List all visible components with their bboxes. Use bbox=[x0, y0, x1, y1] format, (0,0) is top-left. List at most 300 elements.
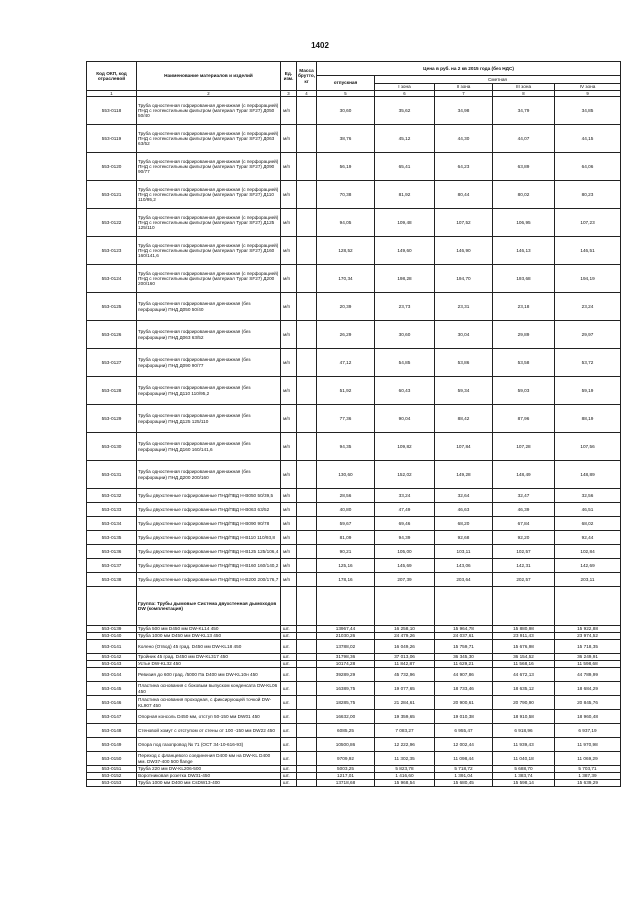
cell-unit: м/п bbox=[281, 97, 297, 125]
cell-release-price: 38,76 bbox=[317, 125, 375, 153]
cell-code: 553-0127 bbox=[87, 349, 137, 377]
cell-zone-2-price: 107,84 bbox=[435, 433, 493, 461]
cell-zone-3-price: 44 672,13 bbox=[493, 668, 555, 682]
cell-release-price: 59,67 bbox=[317, 517, 375, 531]
cell-zone-4-price: 53,72 bbox=[555, 349, 621, 377]
cell-zone-2-price: 44,30 bbox=[435, 125, 493, 153]
cell-name: Трубы двухстенные гофрированные ПНД/ПВД Н-В090 90/78 bbox=[137, 517, 281, 531]
cell-zone-3-price: 29,89 bbox=[493, 321, 555, 349]
cell-unit: м/п bbox=[281, 433, 297, 461]
cell-unit: м/п bbox=[281, 573, 297, 587]
cell-unit: шт. bbox=[281, 640, 297, 654]
cell-code: 553-0122 bbox=[87, 209, 137, 237]
cell-mass bbox=[297, 461, 317, 489]
cell-zone-1-price: 94,39 bbox=[375, 531, 435, 545]
cell-zone-3-price: 202,57 bbox=[493, 573, 555, 587]
cell-zone-1-price: 45,12 bbox=[375, 125, 435, 153]
cell-name: Колено (Отвод) 45 град. D450 мм DW-KL18 450 bbox=[137, 640, 281, 654]
cell-zone-1-price: 149,60 bbox=[375, 237, 435, 265]
cell-zone-2-price: 46,63 bbox=[435, 503, 493, 517]
cell-zone-1-price: 65,41 bbox=[375, 153, 435, 181]
cell-code: 553-0123 bbox=[87, 237, 137, 265]
cell-mass bbox=[297, 766, 317, 773]
cell-zone-2-price: 143,06 bbox=[435, 559, 493, 573]
cell-release-price: 40,80 bbox=[317, 503, 375, 517]
cell-zone-3-price: 15 598,14 bbox=[493, 780, 555, 787]
cell-release-price: 26,29 bbox=[317, 321, 375, 349]
cell-zone-3-price: 20 790,90 bbox=[493, 696, 555, 710]
cell-zone-1-price: 21 284,61 bbox=[375, 696, 435, 710]
col-number: 6 bbox=[375, 91, 435, 97]
cell-unit: м/п bbox=[281, 405, 297, 433]
cell-code: 553-0131 bbox=[87, 461, 137, 489]
cell-zone-4-price: 44 789,99 bbox=[555, 668, 621, 682]
cell-zone-2-price: 80,44 bbox=[435, 181, 493, 209]
cell-release-price: 18285,75 bbox=[317, 696, 375, 710]
cell-code: 553-0145 bbox=[87, 682, 137, 696]
col-number: 8 bbox=[493, 91, 555, 97]
cell-zone-4-price: 23 974,52 bbox=[555, 633, 621, 640]
cell-release-price: 20,39 bbox=[317, 293, 375, 321]
table-row bbox=[87, 545, 621, 559]
cell-mass bbox=[297, 682, 317, 696]
cell-code: 553-0141 bbox=[87, 640, 137, 654]
cell-zone-3-price: 18 635,12 bbox=[493, 682, 555, 696]
cell-name: Ревизия до 600 град. /5000 Па D400 мм DW-KL10н 450 bbox=[137, 668, 281, 682]
table-row bbox=[87, 97, 621, 125]
cell-mass bbox=[297, 517, 317, 531]
cell-release-price: 56,19 bbox=[317, 153, 375, 181]
cell-zone-4-price: 15 639,29 bbox=[555, 780, 621, 787]
cell-release-price: 16632,00 bbox=[317, 710, 375, 724]
cell-name: Труба одностенная гофрированная дренажная (без перфорации) ПНД Д200 200/160 bbox=[137, 461, 281, 489]
cell-unit: шт. bbox=[281, 780, 297, 787]
cell-zone-4-price: 107,23 bbox=[555, 209, 621, 237]
table-row bbox=[87, 654, 621, 661]
cell-name: Труба одностенная гофрированная дренажная (с перфорацией) ПНД с геотекстильным фильтром (материал Typar SF27) Д050 50/40 bbox=[137, 97, 281, 125]
cell-code: 553-0134 bbox=[87, 517, 137, 531]
cell-zone-1-price: 7 083,27 bbox=[375, 724, 435, 738]
cell-unit: м/п bbox=[281, 237, 297, 265]
cell-zone-1-price: 47,49 bbox=[375, 503, 435, 517]
cell-name: Опора под газопровод № 71 (ОСТ 34-10-616-93) bbox=[137, 738, 281, 752]
cell-zone-2-price: 53,86 bbox=[435, 349, 493, 377]
table-row bbox=[87, 752, 621, 766]
cell-release-price: 13967,44 bbox=[317, 626, 375, 633]
cell-zone-1-price: 30,60 bbox=[375, 321, 435, 349]
table-row bbox=[87, 433, 621, 461]
cell-zone-3-price: 59,03 bbox=[493, 377, 555, 405]
group-title: Группа: Трубы дымовые Система двухстенная дымоходов DW (комплектация) bbox=[137, 587, 281, 626]
cell-zone-2-price: 11 098,44 bbox=[435, 752, 493, 766]
cell-unit: шт. bbox=[281, 654, 297, 661]
cell-zone-2-price: 1 391,04 bbox=[435, 773, 493, 780]
cell-name: Трубы двухстенные гофрированные ПНД/ПВД Н-В160 160/140,2 bbox=[137, 559, 281, 573]
table-row bbox=[87, 489, 621, 503]
cell-zone-2-price: 68,20 bbox=[435, 517, 493, 531]
cell-zone-3-price: 106,95 bbox=[493, 209, 555, 237]
cell-zone-2-price: 64,23 bbox=[435, 153, 493, 181]
cell-code: 553-0136 bbox=[87, 545, 137, 559]
cell-zone-1-price bbox=[375, 587, 435, 626]
cell-zone-4-price: 20 845,76 bbox=[555, 696, 621, 710]
cell-zone-1-price: 1 416,60 bbox=[375, 773, 435, 780]
cell-zone-2-price: 30,04 bbox=[435, 321, 493, 349]
cell-zone-3-price: 32,47 bbox=[493, 489, 555, 503]
cell-unit: шт. bbox=[281, 633, 297, 640]
cell-zone-2-price: 44 907,86 bbox=[435, 668, 493, 682]
cell-mass bbox=[297, 321, 317, 349]
cell-mass bbox=[297, 125, 317, 153]
cell-release-price: 47,12 bbox=[317, 349, 375, 377]
cell-zone-4-price: 59,19 bbox=[555, 377, 621, 405]
cell-code: 553-0148 bbox=[87, 724, 137, 738]
cell-zone-2-price: 19 010,38 bbox=[435, 710, 493, 724]
cell-name: Переход с фланцевого соединения D400 мм на DW-KL D400 мм. DW37-400 500 flange bbox=[137, 752, 281, 766]
cell-zone-1-price: 109,82 bbox=[375, 433, 435, 461]
cell-unit bbox=[281, 587, 297, 626]
cell-name: Труба 1000 мм D400 мм CsDW13-400 bbox=[137, 780, 281, 787]
cell-zone-3-price: 92,20 bbox=[493, 531, 555, 545]
cell-unit: шт. bbox=[281, 752, 297, 766]
cell-zone-3-price: 63,89 bbox=[493, 153, 555, 181]
cell-code: 553-0150 bbox=[87, 752, 137, 766]
cell-unit: шт. bbox=[281, 710, 297, 724]
table-row bbox=[87, 573, 621, 587]
cell-zone-2-price: 36 345,30 bbox=[435, 654, 493, 661]
cell-unit: м/п bbox=[281, 209, 297, 237]
cell-zone-2-price: 15 680,45 bbox=[435, 780, 493, 787]
cell-zone-3-price: 34,79 bbox=[493, 97, 555, 125]
cell-release-price: 70,38 bbox=[317, 181, 375, 209]
cell-name: Труба одностенная гофрированная дренажная (с перфорацией) ПНД с геотекстильным фильтром (материал Typar SF27) Д110 110/95,2 bbox=[137, 181, 281, 209]
table-row bbox=[87, 661, 621, 668]
table-row bbox=[87, 265, 621, 293]
cell-release-price: 5003,25 bbox=[317, 766, 375, 773]
cell-zone-3-price: 44,07 bbox=[493, 125, 555, 153]
cell-release-price: 30,60 bbox=[317, 97, 375, 125]
cell-release-price: 94,05 bbox=[317, 209, 375, 237]
cell-code: 553-0153 bbox=[87, 780, 137, 787]
table-row bbox=[87, 321, 621, 349]
cell-release-price: 13788,02 bbox=[317, 640, 375, 654]
cell-zone-1-price: 60,43 bbox=[375, 377, 435, 405]
cell-unit: м/п bbox=[281, 531, 297, 545]
cell-zone-2-price: 34,98 bbox=[435, 97, 493, 125]
cell-code: 553-0147 bbox=[87, 710, 137, 724]
cell-code: 553-0125 bbox=[87, 293, 137, 321]
cell-release-price: 51,92 bbox=[317, 377, 375, 405]
cell-zone-4-price: 23,24 bbox=[555, 293, 621, 321]
cell-name: Труба одностенная гофрированная дренажная (без перфорации) ПНД Д090 90/77 bbox=[137, 349, 281, 377]
cell-zone-1-price: 24 479,26 bbox=[375, 633, 435, 640]
cell-zone-4-price: 146,51 bbox=[555, 237, 621, 265]
cell-release-price: 170,34 bbox=[317, 265, 375, 293]
cell-zone-4-price: 11 970,98 bbox=[555, 738, 621, 752]
cell-zone-1-price: 69,46 bbox=[375, 517, 435, 531]
cell-code bbox=[87, 587, 137, 626]
col-number: 4 bbox=[297, 91, 317, 97]
cell-zone-3-price: 15 676,98 bbox=[493, 640, 555, 654]
cell-unit: м/п bbox=[281, 545, 297, 559]
cell-zone-4-price: 80,23 bbox=[555, 181, 621, 209]
cell-code: 553-0142 bbox=[87, 654, 137, 661]
cell-zone-2-price: 194,70 bbox=[435, 265, 493, 293]
cell-unit: шт. bbox=[281, 626, 297, 633]
cell-name: Опорная консоль D450 мм, отступ 50-150 мм DW01 450 bbox=[137, 710, 281, 724]
cell-code: 553-0139 bbox=[87, 626, 137, 633]
cell-mass bbox=[297, 559, 317, 573]
cell-zone-1-price: 45 732,96 bbox=[375, 668, 435, 682]
cell-release-price: 39289,29 bbox=[317, 668, 375, 682]
cell-zone-2-price: 15 964,78 bbox=[435, 626, 493, 633]
cell-unit: м/п bbox=[281, 153, 297, 181]
header-name: Наименование материалов и изделий bbox=[137, 62, 281, 91]
cell-release-price: 1217,01 bbox=[317, 773, 375, 780]
table-row bbox=[87, 668, 621, 682]
cell-zone-1-price: 35,62 bbox=[375, 97, 435, 125]
cell-zone-1-price: 152,02 bbox=[375, 461, 435, 489]
cell-mass bbox=[297, 626, 317, 633]
table-body bbox=[87, 97, 621, 787]
table-row bbox=[87, 773, 621, 780]
cell-name: Труба одностенная гофрированная дренажная (с перфорацией) ПНД с геотекстильным фильтром (материал Typar SF27) Д063 63/52 bbox=[137, 125, 281, 153]
cell-mass bbox=[297, 545, 317, 559]
table-row bbox=[87, 766, 621, 773]
cell-name: Воротниковая розетка DW31-450 bbox=[137, 773, 281, 780]
cell-name: Устье DW-KL32 450 bbox=[137, 661, 281, 668]
cell-zone-3-price: 36 154,52 bbox=[493, 654, 555, 661]
cell-release-price: 130,60 bbox=[317, 461, 375, 489]
table-row bbox=[87, 517, 621, 531]
cell-mass bbox=[297, 710, 317, 724]
table-row bbox=[87, 125, 621, 153]
cell-mass bbox=[297, 97, 317, 125]
cell-zone-3-price: 102,57 bbox=[493, 545, 555, 559]
cell-unit: м/п bbox=[281, 377, 297, 405]
cell-mass bbox=[297, 433, 317, 461]
cell-zone-4-price: 29,97 bbox=[555, 321, 621, 349]
cell-mass bbox=[297, 349, 317, 377]
cell-code: 553-0143 bbox=[87, 661, 137, 668]
cell-zone-4-price: 68,02 bbox=[555, 517, 621, 531]
cell-mass bbox=[297, 668, 317, 682]
cell-name: Труба одностенная гофрированная дренажная (с перфорацией) ПНД с геотекстильным фильтром (материал Typar SF27) Д200 200/160 bbox=[137, 265, 281, 293]
cell-mass bbox=[297, 661, 317, 668]
cell-name: Труба 1000 мм D450 мм DW-KL13 450 bbox=[137, 633, 281, 640]
cell-zone-4-price: 1 387,39 bbox=[555, 773, 621, 780]
cell-zone-1-price: 145,69 bbox=[375, 559, 435, 573]
cell-unit: шт. bbox=[281, 661, 297, 668]
cell-zone-1-price: 198,28 bbox=[375, 265, 435, 293]
cell-zone-2-price: 12 002,44 bbox=[435, 738, 493, 752]
cell-zone-2-price: 15 759,71 bbox=[435, 640, 493, 654]
cell-zone-1-price: 105,00 bbox=[375, 545, 435, 559]
header-price: Цена в руб. на 2 кв 2015 года (без НДС) bbox=[317, 62, 621, 76]
table-row bbox=[87, 626, 621, 633]
cell-zone-2-price: 88,42 bbox=[435, 405, 493, 433]
price-table bbox=[86, 61, 621, 787]
cell-mass bbox=[297, 405, 317, 433]
table-row bbox=[87, 153, 621, 181]
header-zone-2: II зона bbox=[435, 84, 493, 91]
cell-zone-2-price: 18 733,46 bbox=[435, 682, 493, 696]
cell-zone-3-price: 142,31 bbox=[493, 559, 555, 573]
cell-mass bbox=[297, 503, 317, 517]
table-row bbox=[87, 710, 621, 724]
table-row bbox=[87, 405, 621, 433]
table-row bbox=[87, 461, 621, 489]
cell-zone-2-price: 32,64 bbox=[435, 489, 493, 503]
cell-unit: шт. bbox=[281, 682, 297, 696]
cell-release-price: 28,56 bbox=[317, 489, 375, 503]
cell-zone-3-price: 107,28 bbox=[493, 433, 555, 461]
cell-zone-1-price: 90,04 bbox=[375, 405, 435, 433]
cell-name: Труба 500 мм D450 мм DW-KL14 450 bbox=[137, 626, 281, 633]
cell-zone-2-price: 149,28 bbox=[435, 461, 493, 489]
table-row bbox=[87, 559, 621, 573]
cell-unit: м/п bbox=[281, 503, 297, 517]
cell-zone-3-price: 18 910,58 bbox=[493, 710, 555, 724]
cell-release-price: 9709,92 bbox=[317, 752, 375, 766]
cell-mass bbox=[297, 377, 317, 405]
cell-zone-4-price: 44,15 bbox=[555, 125, 621, 153]
cell-zone-2-price: 59,34 bbox=[435, 377, 493, 405]
cell-code: 553-0137 bbox=[87, 559, 137, 573]
table-header bbox=[87, 62, 621, 97]
cell-mass bbox=[297, 696, 317, 710]
cell-code: 553-0132 bbox=[87, 489, 137, 503]
cell-release-price: 90,21 bbox=[317, 545, 375, 559]
cell-zone-3-price: 23,18 bbox=[493, 293, 555, 321]
table-row bbox=[87, 640, 621, 654]
cell-zone-2-price: 23,31 bbox=[435, 293, 493, 321]
cell-zone-1-price: 16 049,26 bbox=[375, 640, 435, 654]
cell-zone-1-price: 16 258,10 bbox=[375, 626, 435, 633]
cell-zone-4-price: 64,06 bbox=[555, 153, 621, 181]
cell-code: 553-0130 bbox=[87, 433, 137, 461]
header-code: Код ОКП, код отраслевой bbox=[87, 62, 137, 91]
cell-release-price: 21030,26 bbox=[317, 633, 375, 640]
cell-zone-1-price: 81,92 bbox=[375, 181, 435, 209]
cell-mass bbox=[297, 633, 317, 640]
table-row bbox=[87, 682, 621, 696]
table-row bbox=[87, 209, 621, 237]
cell-name: Труба одностенная гофрированная дренажная (без перфорации) ПНД Д063 63/52 bbox=[137, 321, 281, 349]
cell-mass bbox=[297, 265, 317, 293]
cell-mass bbox=[297, 181, 317, 209]
cell-zone-2-price: 20 900,61 bbox=[435, 696, 493, 710]
cell-release-price: 16389,75 bbox=[317, 682, 375, 696]
table-row bbox=[87, 181, 621, 209]
cell-code: 553-0128 bbox=[87, 377, 137, 405]
cell-mass bbox=[297, 153, 317, 181]
table-row bbox=[87, 633, 621, 640]
cell-mass bbox=[297, 738, 317, 752]
cell-zone-4-price: 46,51 bbox=[555, 503, 621, 517]
col-number: 5 bbox=[317, 91, 375, 97]
cell-mass bbox=[297, 573, 317, 587]
cell-release-price: 13718,68 bbox=[317, 780, 375, 787]
cell-zone-3-price: 146,13 bbox=[493, 237, 555, 265]
cell-unit: м/п bbox=[281, 489, 297, 503]
cell-zone-4-price: 194,19 bbox=[555, 265, 621, 293]
cell-zone-3-price: 46,39 bbox=[493, 503, 555, 517]
cell-zone-2-price: 107,52 bbox=[435, 209, 493, 237]
cell-mass bbox=[297, 752, 317, 766]
table-row bbox=[87, 237, 621, 265]
cell-mass bbox=[297, 780, 317, 787]
cell-code: 553-0119 bbox=[87, 125, 137, 153]
cell-zone-3-price: 15 880,98 bbox=[493, 626, 555, 633]
col-number: 1 bbox=[87, 91, 137, 97]
cell-name: Труба одностенная гофрированная дренажная (без перфорации) ПНД Д050 50/40 bbox=[137, 293, 281, 321]
cell-zone-1-price: 37 013,06 bbox=[375, 654, 435, 661]
cell-zone-4-price: 102,84 bbox=[555, 545, 621, 559]
cell-release-price: 125,16 bbox=[317, 559, 375, 573]
col-number: 9 bbox=[555, 91, 621, 97]
header-release-price: отпускная bbox=[317, 76, 375, 91]
cell-zone-4-price bbox=[555, 587, 621, 626]
cell-zone-1-price: 15 968,54 bbox=[375, 780, 435, 787]
cell-zone-2-price: 103,11 bbox=[435, 545, 493, 559]
cell-zone-3-price: 80,02 bbox=[493, 181, 555, 209]
cell-zone-3-price: 193,68 bbox=[493, 265, 555, 293]
header-mass: Масса брутто, кг bbox=[297, 62, 317, 91]
cell-zone-3-price: 53,58 bbox=[493, 349, 555, 377]
cell-zone-4-price: 15 718,35 bbox=[555, 640, 621, 654]
cell-zone-4-price: 6 937,19 bbox=[555, 724, 621, 738]
cell-release-price: 178,16 bbox=[317, 573, 375, 587]
cell-zone-3-price: 5 688,70 bbox=[493, 766, 555, 773]
cell-code: 553-0135 bbox=[87, 531, 137, 545]
cell-release-price: 6085,25 bbox=[317, 724, 375, 738]
cell-name: Пластина основания проходная, с фиксирующей точкой DW-KL907 450 bbox=[137, 696, 281, 710]
header-zone-1: I зона bbox=[375, 84, 435, 91]
price-table-container bbox=[86, 61, 620, 787]
cell-zone-1-price: 207,39 bbox=[375, 573, 435, 587]
cell-release-price: 81,09 bbox=[317, 531, 375, 545]
cell-zone-3-price: 11 040,18 bbox=[493, 752, 555, 766]
table-row bbox=[87, 738, 621, 752]
cell-zone-3-price: 11 939,43 bbox=[493, 738, 555, 752]
cell-zone-3-price: 1 383,74 bbox=[493, 773, 555, 780]
cell-unit: м/п bbox=[281, 517, 297, 531]
cell-code: 553-0144 bbox=[87, 668, 137, 682]
header-zone-3: III зона bbox=[493, 84, 555, 91]
cell-zone-3-price bbox=[493, 587, 555, 626]
cell-zone-4-price: 18 684,29 bbox=[555, 682, 621, 696]
cell-name: Трубы двухстенные гофрированные ПНД/ПВД Н-В063 63/52 bbox=[137, 503, 281, 517]
cell-zone-3-price: 23 911,43 bbox=[493, 633, 555, 640]
cell-zone-2-price: 5 718,72 bbox=[435, 766, 493, 773]
cell-zone-1-price: 11 842,87 bbox=[375, 661, 435, 668]
cell-code: 553-0118 bbox=[87, 97, 137, 125]
cell-code: 553-0149 bbox=[87, 738, 137, 752]
cell-unit: м/п bbox=[281, 265, 297, 293]
table-row bbox=[87, 531, 621, 545]
table-row bbox=[87, 780, 621, 787]
cell-mass bbox=[297, 587, 317, 626]
cell-release-price bbox=[317, 587, 375, 626]
cell-mass bbox=[297, 654, 317, 661]
table-row bbox=[87, 293, 621, 321]
cell-zone-2-price bbox=[435, 587, 493, 626]
cell-name: Труба одностенная гофрированная дренажная (без перфорации) ПНД Д160 160/141,6 bbox=[137, 433, 281, 461]
cell-name: Трубы двухстенные гофрированные ПНД/ПВД Н-В125 125/106,4 bbox=[137, 545, 281, 559]
cell-code: 553-0126 bbox=[87, 321, 137, 349]
cell-name: Стеновой хомут с отступом от стены от 100 -150 мм DW22 450 bbox=[137, 724, 281, 738]
